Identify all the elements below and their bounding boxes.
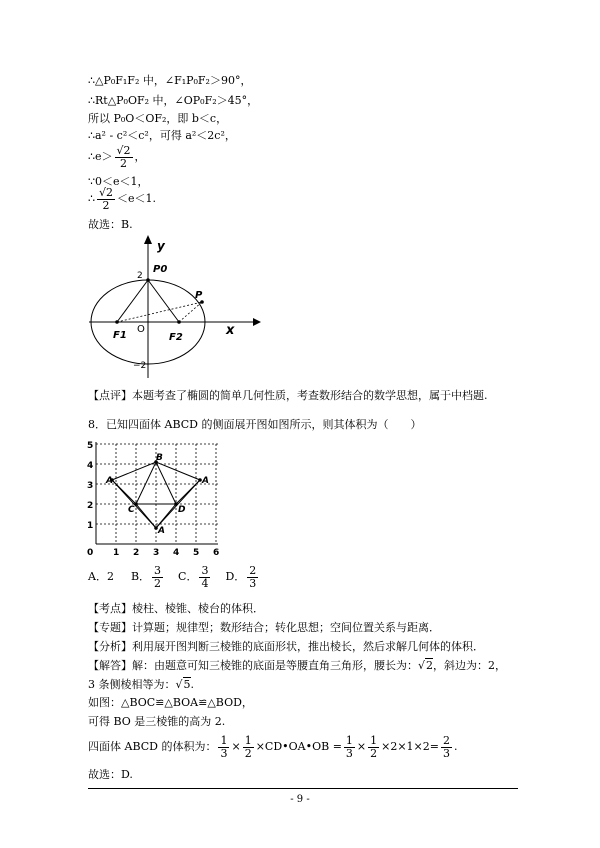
options-row [88,562,260,592]
jieda-line-2 [88,677,194,692]
label-a-bottom: A [158,526,165,536]
denominator: 3 [345,746,353,760]
segment-f1-p0 [117,280,148,322]
option-letter: D． [225,570,246,583]
text: 【解答】解：由题意可知三棱锥的底面是等腰直角三角形，腰长为： [88,659,418,672]
numerator: 1 [220,733,228,747]
page-number: - 9 - [290,794,310,805]
fraction [247,565,258,590]
y-tick: 1 [87,521,94,531]
sqrt-symbol: √ [418,659,426,672]
numerator: 1 [345,733,353,747]
denominator: 3 [220,746,228,760]
x-axis-arrow [253,318,261,326]
fraction [97,187,115,212]
y-axis-arrow [144,235,152,244]
fraction [199,565,210,590]
numerator: 2 [443,733,450,747]
e-range-line [88,186,156,212]
operator: × [231,740,241,753]
y-tick: 5 [87,441,94,451]
option-letter: B． [130,570,151,583]
text: ×2×1×2= [381,740,439,753]
denominator: 2 [120,156,128,170]
zhuanti-text: 【专题】计算题；规律型；数形结合；转化思想；空间位置关系与距离． [88,621,440,634]
vertex-c [134,502,138,506]
height-text: 可得 BO 是三棱锥的高为 2. [88,715,226,728]
x-tick-labels [87,548,219,558]
x-tick: 4 [173,548,180,558]
e-prefix: ∴e＞ [88,150,113,163]
net-edges [112,462,200,528]
denominator: 2 [244,746,252,760]
operator: × [356,740,367,753]
fraction [441,735,452,760]
numerator: 1 [244,733,252,747]
fraction [115,145,133,170]
y-tick: 4 [87,461,94,471]
numerator: 3 [154,563,162,577]
question-8: 8．已知四面体 ABCD 的侧面展开图如图所示，则其体积为（ ） [88,418,422,431]
denominator: 2 [102,198,110,212]
fenxi-text: 【分析】利用展开图判断三棱锥的底面形状，推出棱长，然后求解几何体的体积． [88,640,484,653]
text-line: ∴△P₀F₁F₂ 中，∠F₁P₀F₂＞90°， [88,74,252,87]
text-line: ∴a² - c²＜c²，可得 a²＜2c²， [88,129,236,142]
x-tick: 5 [193,548,200,558]
text-line: 所以 P₀O＜OF₂，即 b＜c， [88,112,228,125]
f2-label: F2 [169,332,183,343]
numerator: 2 [249,563,257,577]
fraction [368,735,379,760]
tick-neg2: −2 [133,361,147,371]
p-label: P [195,290,203,301]
operator: = [332,740,342,753]
answer-text: 故选：B. [88,218,133,231]
footer-divider [88,788,518,789]
numerator: 1 [370,733,378,747]
suffix: ， [134,150,146,163]
text-line: ∴Rt△P₀OF₂ 中，∠OP₀F₂＞45°， [88,94,259,107]
fraction [344,735,355,760]
y-axis-label: y [157,239,165,253]
prefix: ∴ [88,192,95,205]
text: ，斜边为：2， [433,659,507,672]
fraction [152,565,163,590]
f1-label: F1 [113,330,127,341]
fraction [243,735,254,760]
denominator: 2 [154,576,162,590]
x-tick: 1 [113,548,120,558]
option-a: A．2 [88,570,114,583]
y-tick-labels [87,441,93,531]
tick-2: 2 [137,271,143,281]
ellipse-figure [85,232,265,380]
point-f1 [115,320,119,324]
kaodian-text: 【考点】棱柱、棱锥、棱台的体积． [88,602,264,615]
denominator: 3 [249,576,257,590]
x-tick: 2 [133,548,140,558]
x-axis-label: x [226,323,235,338]
y-tick: 3 [87,481,94,491]
jieda-line-1 [88,658,506,673]
option-c [178,563,212,590]
label-a-left: A [106,476,113,486]
x-tick: 0 [87,548,94,558]
point-f2 [177,320,181,324]
denominator: 3 [443,746,450,760]
x-tick: 3 [153,548,160,558]
segment-f2-p [179,302,202,322]
sqrt-symbol: √ [175,678,183,691]
congruence-text: 如图：△BOC≌△BOA≌△BOD， [88,696,253,709]
volume-formula [88,732,458,762]
text-line: ∵0＜e＜1， [88,175,149,188]
comment-text: 【点评】本题考查了椭圆的简单几何性质，考查数形结合的数学思想，属于中档题. [88,389,488,402]
e-lower-bound-line [88,144,146,170]
text: 3 条侧棱相等为： [88,678,176,691]
label-d: D [178,505,186,515]
answer-text: 故选：D. [88,768,133,781]
denominator: 4 [201,576,209,590]
net-figure [82,436,232,560]
p0-label: P0 [153,264,168,275]
suffix: ＜e＜1. [117,192,157,205]
denominator: 2 [370,746,378,760]
x-tick: 6 [213,548,220,558]
radicand: 5 [183,678,191,691]
origin-label: O [137,324,145,335]
segment-f2-p0 [148,280,179,322]
text: . [190,678,195,691]
numerator: √2 [116,143,131,157]
option-d [225,563,260,590]
label-c: C [128,505,135,515]
text: ×CD•OA•OB [255,740,330,753]
text: 四面体 ABCD 的体积为： [88,740,217,753]
point-p0 [146,278,150,282]
label-b: B [156,453,163,463]
label-a-right: A [202,476,209,486]
numerator: √2 [99,185,114,199]
option-b [130,563,165,590]
fraction [218,735,229,760]
text: . [454,740,458,753]
radicand: 2 [426,659,434,672]
y-tick: 2 [87,501,94,511]
numerator: 3 [201,563,209,577]
option-letter: C． [178,570,198,583]
